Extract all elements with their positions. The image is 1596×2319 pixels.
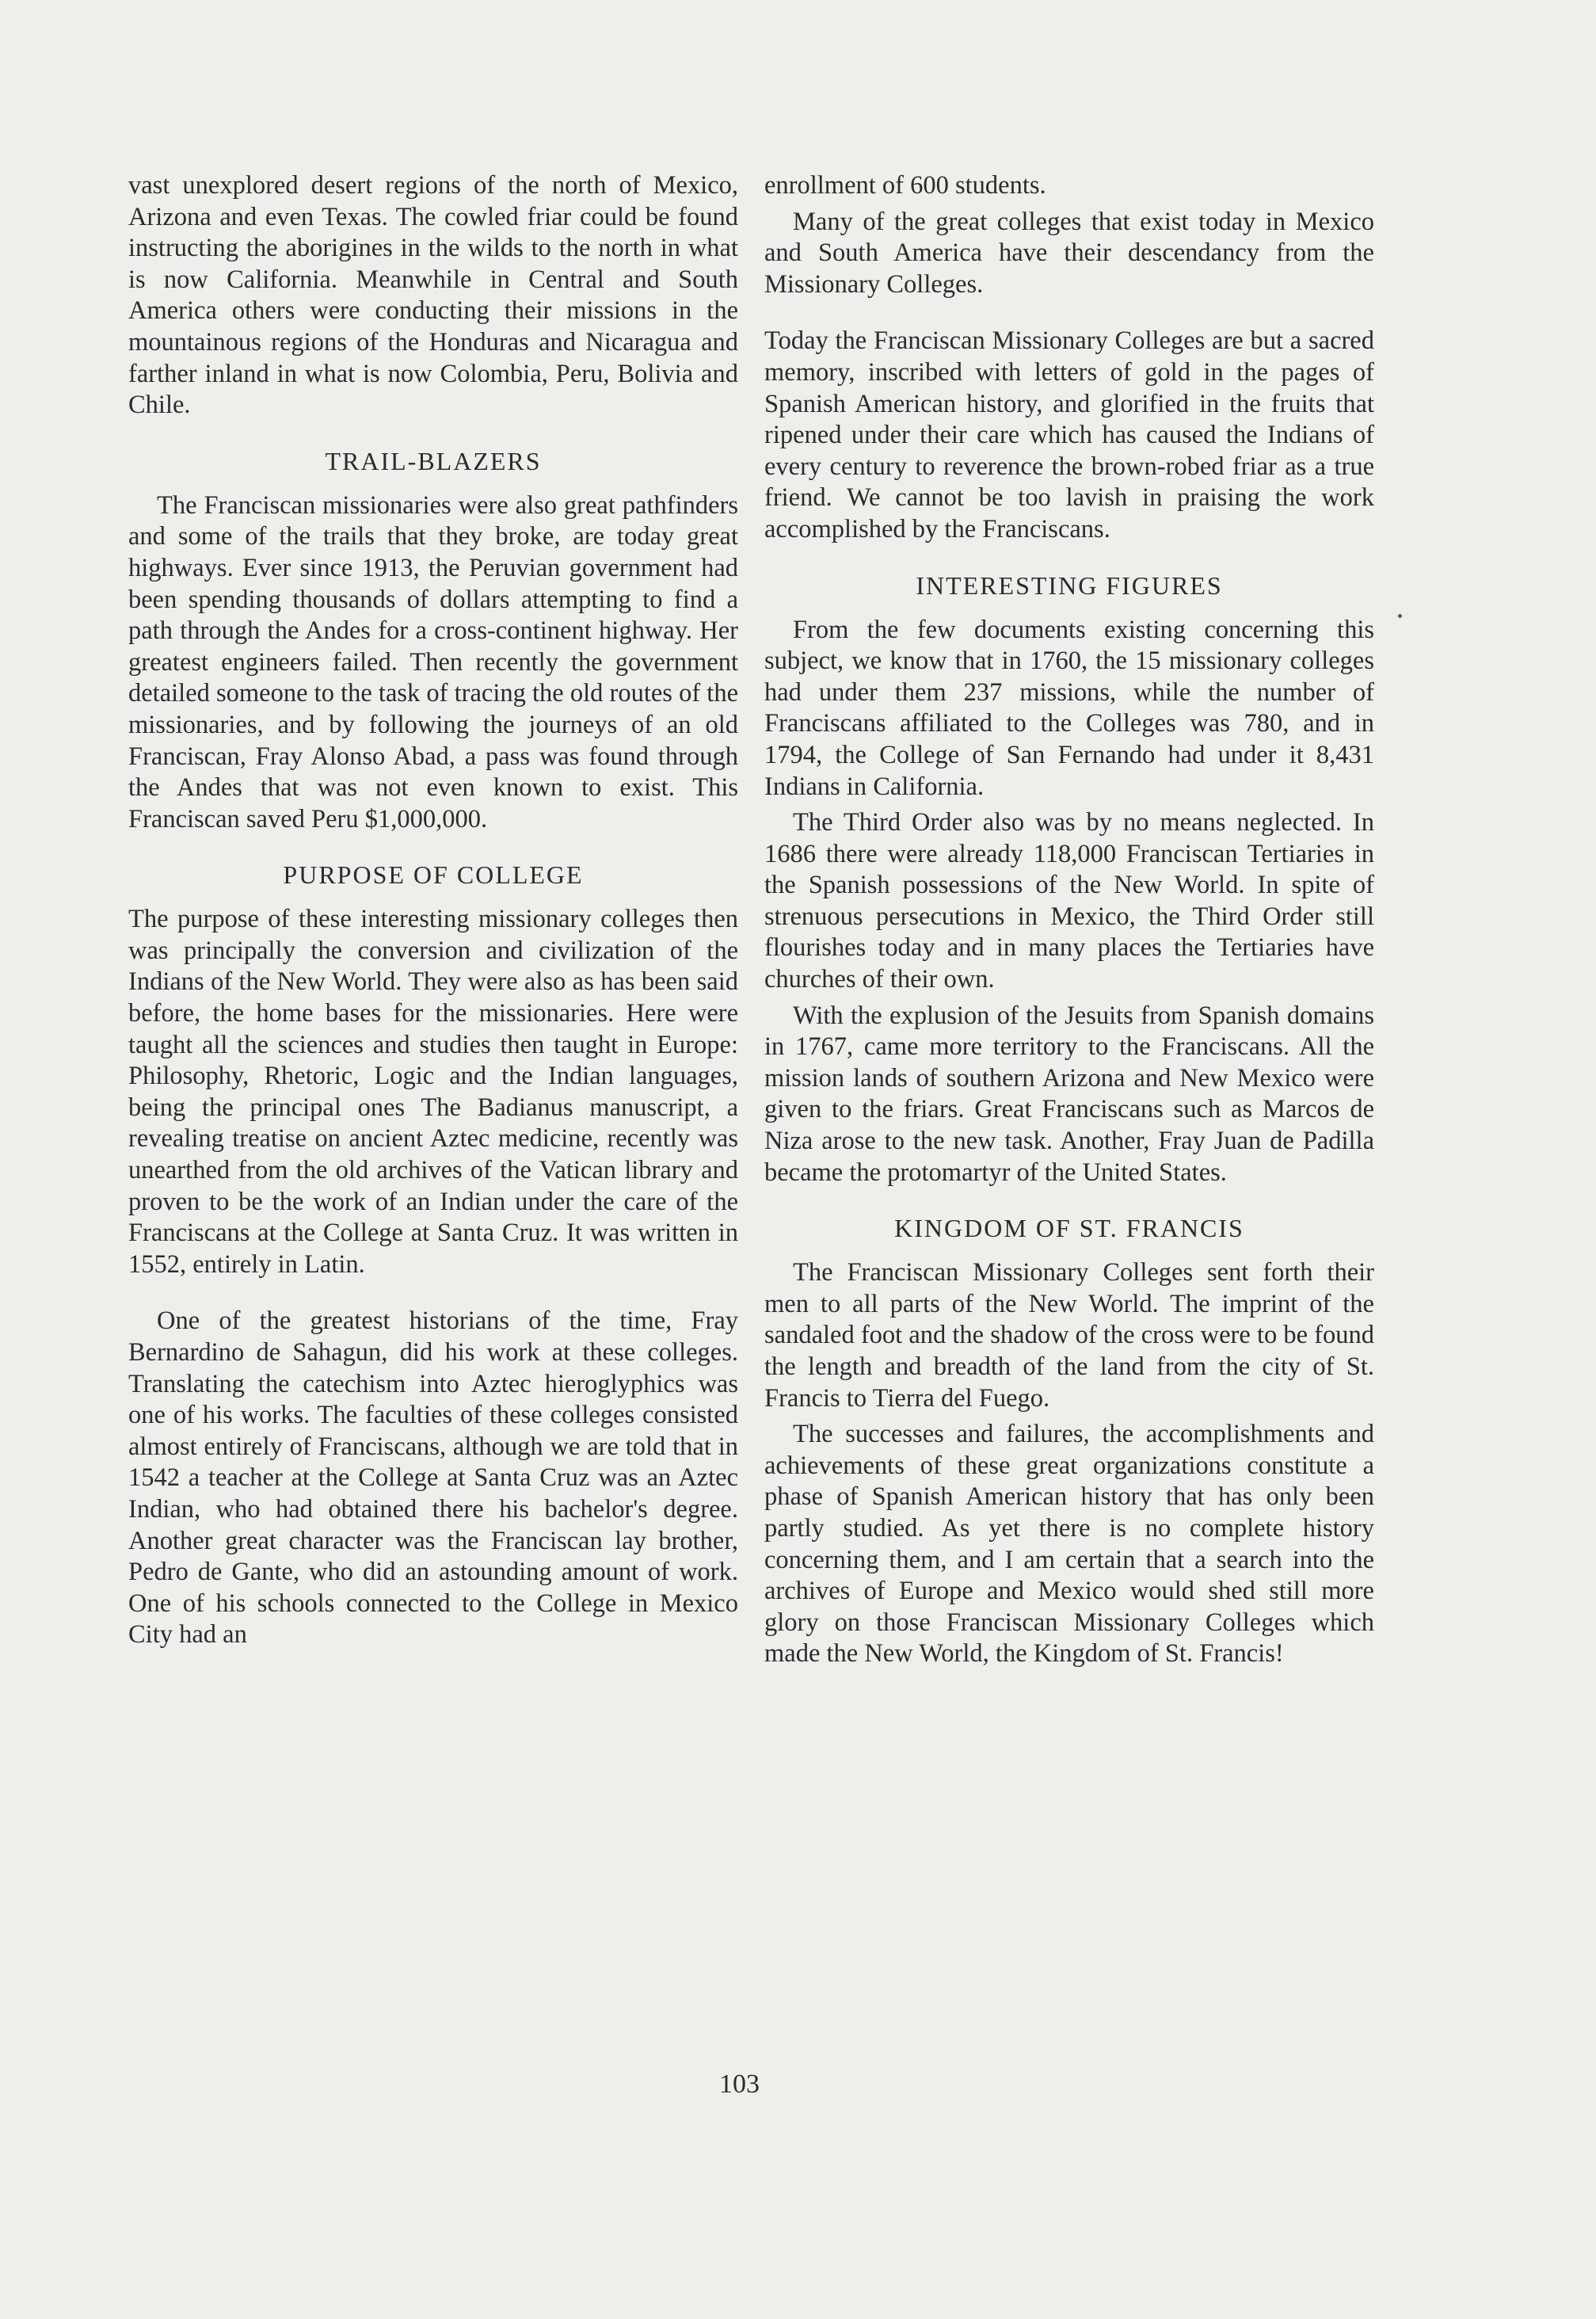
right-column [764, 170, 1374, 1695]
paragraph-intro-continuation: vast unexplored desert regions of the north of Mexico, Arizona and even Texas. The cowled friar could be found instructing the aborigines in the wilds to the north in what is now California. Meanwhile in Central and South America others were conducting their missions in the mountainous regions of the Honduras and Nicaragua and farther inland in what is now Colombia, Peru, Bolivia and Chile. [128, 171, 738, 420]
paragraph-jesuits: With the explusion of the Jesuits from Spanish domains in 1767, came more territory to the Franciscans. All the mission lands of southern Arizona and New Mexico were given to the friars. Great Franciscans such as Marcos de Niza arose to the new task. Another, Fray Juan de Padilla became the protomartyr of the United States. [764, 1001, 1374, 1187]
paragraph-enrollment: enrollment of 600 students. [764, 171, 1046, 200]
paragraph-purpose: The purpose of these interesting missionary colleges then was principally the conversion and civilization of the Indians of the New World. They were also as has been said before, the home bases for the missionaries. Here were taught all the sciences and studies then taught in Europe: Philosophy, Rhetoric, Logic and the Indian languages, being the principal ones The Badianus manuscript, a revealing treatise on ancient Aztec medicine, recently was unearthed from the old archives of the Vatican library and proven to be the work of an Indian under the care of the Franciscans at the College at Santa Cruz. It was written in 1552, entirely in Latin. [128, 905, 738, 1279]
paragraph-figures: From the few documents existing concerning this subject, we know that in 1760, the 15 missionary colleges had under them 237 missions, while the number of Franciscans affiliated to the Colleges was 780, and in 1794, the College of San Fernando had under it 8,431 Indians in California. [764, 615, 1374, 801]
paragraph-third-order: The Third Order also was by no means neglected. In 1686 there were already 118,000 Franciscan Tertiaries in the Spanish possessions of the New World. In spite of strenuous persecutions in Mexico, the Third Order still flourishes today and in many places the Tertiaries have churches of their own. [764, 808, 1374, 994]
heading-kingdom-of-st-francis: KINGDOM OF ST. FRANCIS [894, 1214, 1244, 1243]
paragraph-great-colleges: Many of the great colleges that exist today in Mexico and South America have their descendancy from the Missionary Colleges. [764, 207, 1374, 299]
page-number: 103 [719, 2069, 760, 2099]
paragraph-trail-blazers: The Franciscan missionaries were also great pathfinders and some of the trails that they broke, are today great highways. Ever since 1913, the Peruvian government had been spending thousands of dollars attempting to find a path through the Andes for a cross-continent highway. Her greatest engineers failed. Then recently the government detailed someone to the task of tracing the old routes of the missionaries, and by following the journeys of an old Franciscan, Fray Alonso Abad, a pass was found through the Andes that was not even known to exist. This Franciscan saved Peru $1,000,000. [128, 490, 738, 833]
paragraph-kingdom: The Franciscan Missionary Colleges sent forth their men to all parts of the New World. The imprint of the sandaled foot and the shadow of the cross were to be found the length and breadth of the land from the city of St. Francis to Tierra del Fuego. [764, 1258, 1374, 1413]
heading-interesting-figures: INTERESTING FIGURES [916, 570, 1223, 600]
heading-trail-blazers: TRAIL-BLAZERS [325, 446, 542, 475]
paragraph-historians: One of the greatest historians of the time, Fray Bernardino de Sahagun, did his work at these colleges. Translating the catechism into Aztec hieroglyphics was one of his works. The faculties of these colleges consisted almost entirely of Franciscans, although we are told that in 1542 a teacher at the College at Santa Cruz was an Aztec Indian, who had obtained there his bachelor's degree. Another great character was the Franciscan lay brother, Pedro de Gante, who did an astounding amount of work. One of his schools connected to the College in Mexico City had an [128, 1306, 738, 1650]
paper-speck [1398, 614, 1402, 618]
left-column [128, 170, 738, 1676]
paragraph-conclusion: The successes and failures, the accomplishments and achievements of these great organizations constitute a phase of Spanish American history that has only been partly studied. As yet there is no complete history concerning them, and I am certain that a search into the archives of Europe and Mexico would shed still more glory on those Franciscan Missionary Colleges which made the New World, the Kingdom of St. Francis! [764, 1420, 1374, 1669]
paragraph-sacred-memory: Today the Franciscan Missionary Colleges are but a sacred memory, inscribed with letters of gold in the pages of Spanish American history, and glorified in the fruits that ripened under their care which has caused the Indians of every century to reverence the brown-robed friar as a true friend. We cannot be too lavish in praising the work accomplished by the Franciscans. [764, 326, 1374, 544]
heading-purpose-of-college: PURPOSE OF COLLEGE [283, 860, 584, 890]
